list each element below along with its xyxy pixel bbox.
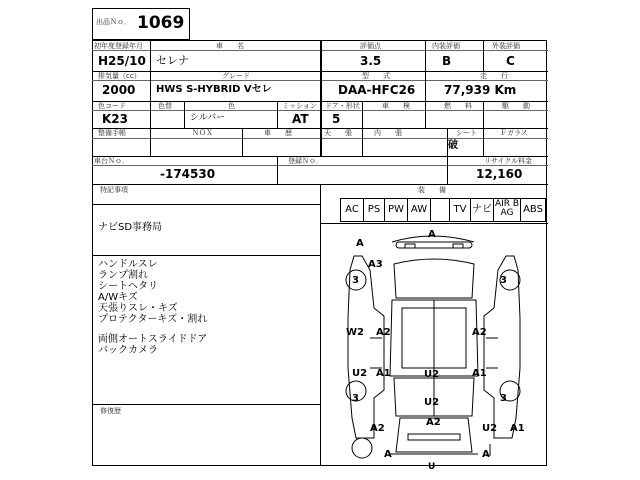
drive-label: 駆 動 xyxy=(502,102,530,110)
dmg-center-2: U2 xyxy=(424,397,440,408)
mission-label: ミッション xyxy=(282,102,317,110)
dmg-left-rear: A1 xyxy=(376,368,391,379)
dmg-rear-right: U2 xyxy=(482,423,498,434)
model-label: 型 式 xyxy=(362,72,390,80)
name-value: セレナ xyxy=(156,54,189,67)
remarks-label: 特記事項 xyxy=(100,186,128,194)
remark-4: シートヘタリ xyxy=(98,281,158,292)
chassis-value: -174530 xyxy=(160,167,216,181)
year-label: 初年度登録年月 xyxy=(94,42,143,50)
dmg-rear-center: A2 xyxy=(426,417,441,428)
seat-label: シート xyxy=(456,129,477,137)
dmg-rear-right-bottom: A xyxy=(482,449,490,460)
dmg-left-door: W2 xyxy=(346,327,364,338)
remark-6: 天張りスレ・キズ xyxy=(98,303,178,314)
color-code-value: K23 xyxy=(102,112,128,126)
remark-9: バックカメラ xyxy=(98,345,158,356)
dmg-left-rear-door: U2 xyxy=(352,368,368,379)
exterior-label: 外装評価 xyxy=(492,42,520,50)
year-value: H25/10 xyxy=(98,54,146,68)
dmg-wheel-fr: 3 xyxy=(500,275,507,286)
equip-pw: PW xyxy=(385,199,408,221)
equip-abs: ABS xyxy=(523,204,543,215)
manual-label: 整備手帳 xyxy=(98,129,126,137)
dmg-wheel-rl: 3 xyxy=(352,393,359,404)
remark-3: ランプ割れ xyxy=(98,270,148,281)
equip-ps: PS xyxy=(364,199,385,221)
auction-sheet xyxy=(92,8,548,472)
dmg-rear-left-bottom: A xyxy=(384,449,392,460)
upholstery-label: 内 張 xyxy=(374,129,402,137)
recycle-value: 12,160 xyxy=(476,167,523,181)
doors-value: 5 xyxy=(332,112,341,126)
history-label: 車 歴 xyxy=(264,129,292,137)
interior-label: 内装評価 xyxy=(432,42,460,50)
nox-label: ＮＯＸ xyxy=(192,129,213,137)
car-diagram xyxy=(92,8,548,466)
remark-5: A/Wキズ xyxy=(98,292,138,303)
score-label: 評価点 xyxy=(360,42,381,50)
equip-tv: TV xyxy=(450,199,471,221)
dmg-center-1: U2 xyxy=(424,369,440,380)
equip-airbag: AIR BAG xyxy=(494,199,521,221)
remark-7: プロテクターキズ・割れ xyxy=(98,314,208,325)
color-type-label: 色替 xyxy=(158,102,172,110)
model-value: DAA-HFC26 xyxy=(338,83,416,97)
remark-8: 両側オートスライドドア xyxy=(98,334,208,345)
displacement-label: 排気量（cc） xyxy=(98,72,141,80)
glass-label: Ｆガラス xyxy=(500,129,528,137)
remark-1: ナビSD事務局 xyxy=(98,222,163,233)
displacement-value: 2000 xyxy=(102,83,136,97)
dmg-rear-bumper: U xyxy=(428,462,436,472)
dmg-front-glass: A3 xyxy=(368,259,383,270)
interior-value: B xyxy=(442,54,452,68)
lot-label: 出品Ｎｏ． xyxy=(96,18,131,26)
repair-label: 修復歴 xyxy=(100,407,121,415)
reg-label: 登録Ｎｏ． xyxy=(288,157,323,165)
dmg-front-left: A xyxy=(356,238,364,249)
dmg-left-front: A2 xyxy=(376,327,391,338)
seat-value: 破 xyxy=(448,140,458,151)
equip-aw: AW xyxy=(408,199,431,221)
dmg-front-bumper: A xyxy=(428,229,436,240)
mission-value: AT xyxy=(292,112,309,126)
score-value: 3.5 xyxy=(360,54,382,68)
equip-ac: AC xyxy=(341,199,364,221)
dmg-rear-left: A2 xyxy=(370,423,385,434)
chassis-label: 車台Ｎｏ． xyxy=(94,157,129,165)
dmg-wheel-fl: 3 xyxy=(352,275,359,286)
inspection-label: 車 検 xyxy=(382,102,410,110)
equipment-label: 装 備 xyxy=(418,186,446,194)
remark-2: ハンドルスレ xyxy=(98,259,158,270)
roof-label: 天 張 xyxy=(324,129,352,137)
grade-value: HWS S-HYBRID Vセレ xyxy=(156,84,272,95)
equip-navi: ナビ xyxy=(471,199,494,221)
lot-number: 1069 xyxy=(137,13,185,33)
recycle-label: リサイクル料金 xyxy=(484,157,533,165)
mileage-label: 走 行 xyxy=(480,72,508,80)
grade-label: グレード xyxy=(222,72,250,80)
mileage-value: 77,939 Km xyxy=(444,83,517,97)
dmg-rear-far-right: A1 xyxy=(510,423,525,434)
doors-label: ドア・形状 xyxy=(325,102,360,110)
name-label: 車 名 xyxy=(216,42,244,50)
color-value: シルバー xyxy=(190,113,226,123)
color-code-label: 色コード xyxy=(98,102,126,110)
fuel-label: 燃 料 xyxy=(444,102,472,110)
dmg-right-rear: A1 xyxy=(472,368,487,379)
dmg-wheel-rr: 3 xyxy=(500,393,507,404)
color-label: 色 xyxy=(228,102,235,110)
dmg-right-front: A2 xyxy=(472,327,487,338)
exterior-value: C xyxy=(506,54,515,68)
